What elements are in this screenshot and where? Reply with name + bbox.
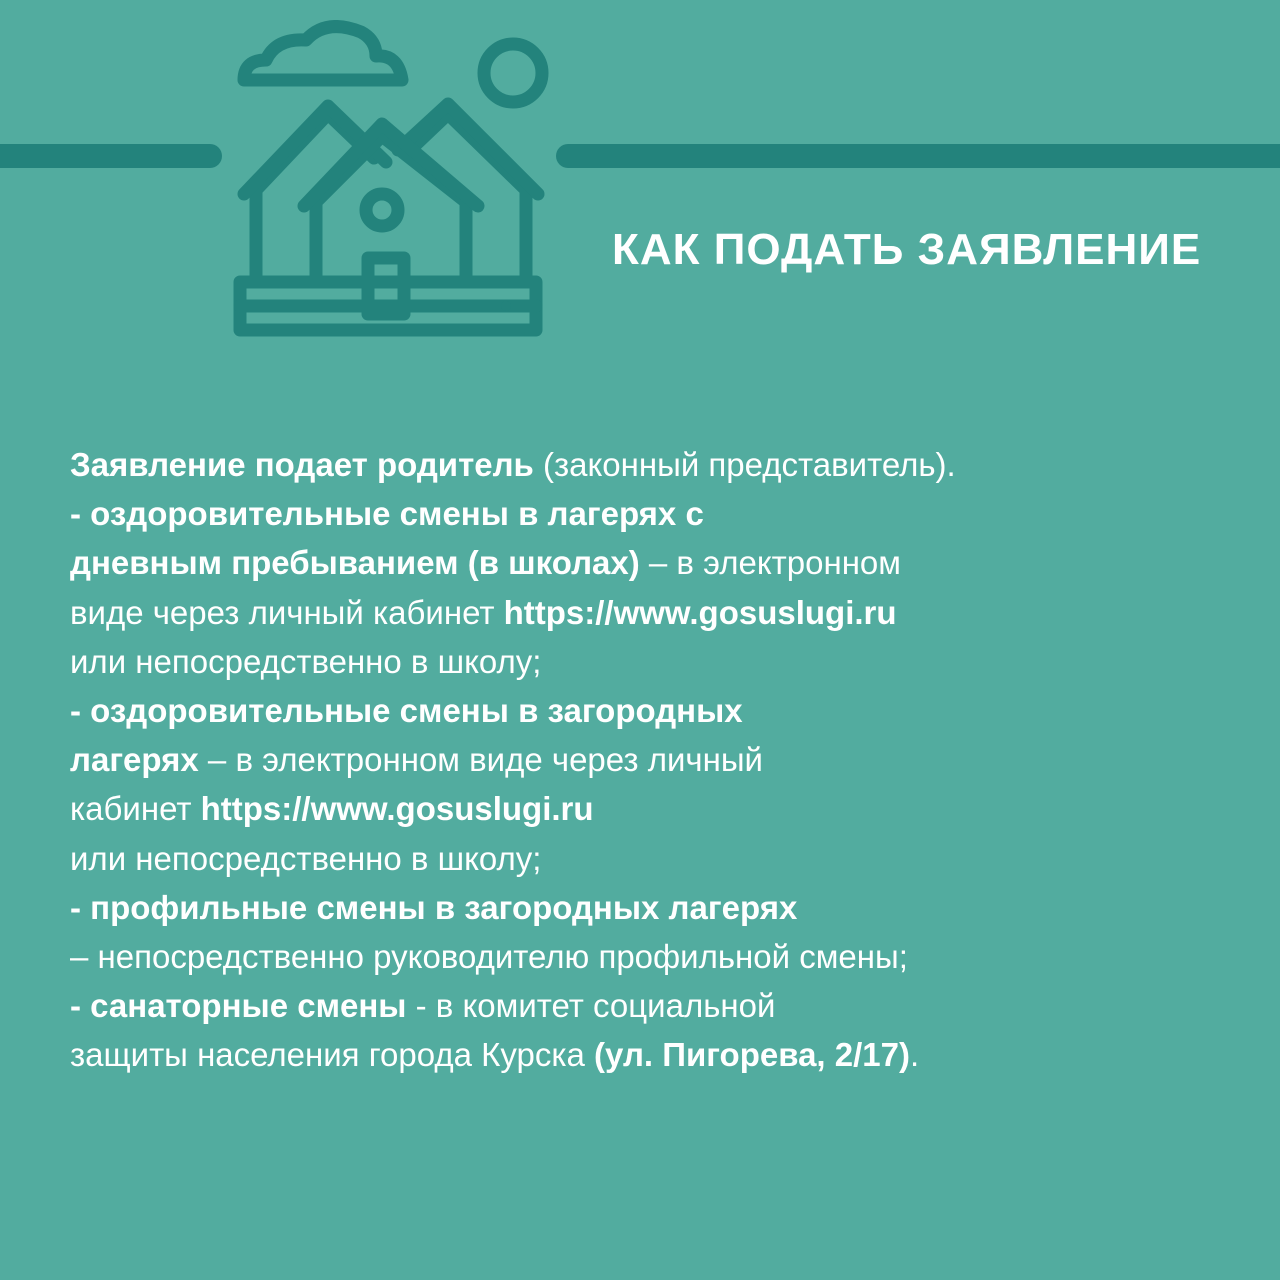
text-line xyxy=(70,784,1250,833)
decorative-rule-right xyxy=(556,144,1280,168)
text-bold: - профильные смены в загородных лагерях xyxy=(70,888,798,926)
text-bold: - оздоровительные смены в лагерях с xyxy=(70,495,704,533)
text-regular: или непосредственно в школу; xyxy=(70,839,542,877)
text-bold: дневным пребыванием (в школах) xyxy=(70,544,640,582)
text-regular: - в комитет социальной xyxy=(406,987,776,1025)
text-line xyxy=(70,440,1250,489)
gosuslugi-url: https://www.gosuslugi.ru xyxy=(503,593,897,631)
text-line xyxy=(70,637,1250,686)
page-title: КАК ПОДАТЬ ЗАЯВЛЕНИЕ xyxy=(612,225,1202,274)
text-regular: защиты населения города Курска xyxy=(70,1036,595,1074)
text-regular: – в электронном виде через личный xyxy=(198,741,763,779)
text-bold: Заявление подает родитель xyxy=(70,446,534,483)
text-regular: кабинет xyxy=(70,790,201,828)
text-regular: виде через личный кабинет xyxy=(70,593,504,631)
text-line xyxy=(70,883,1250,932)
text-line xyxy=(70,1030,1250,1079)
text-line xyxy=(70,735,1250,784)
text-line xyxy=(70,686,1250,735)
text-line xyxy=(70,834,1250,883)
text-regular: (законный представитель). xyxy=(533,446,956,483)
text-regular: – в электронном xyxy=(639,544,901,582)
text-regular: . xyxy=(909,1036,920,1074)
text-bold: - оздоровительные смены в загородных xyxy=(70,691,743,729)
text-line xyxy=(70,588,1250,637)
houses-cloud-sun-icon xyxy=(226,20,556,350)
text-bold: - санаторные смены xyxy=(70,987,407,1025)
text-line xyxy=(70,538,1250,587)
text-bold: лагерях xyxy=(70,741,199,779)
address-text: (ул. Пигорева, 2/17) xyxy=(594,1036,910,1074)
text-regular: – непосредственно руководителю профильной смены; xyxy=(70,937,908,975)
text-line xyxy=(70,489,1250,538)
text-line xyxy=(70,981,1250,1030)
text-regular: или непосредственно в школу; xyxy=(70,642,542,680)
gosuslugi-url: https://www.gosuslugi.ru xyxy=(200,790,594,828)
instructions-text xyxy=(70,440,1250,1079)
decorative-rule-left xyxy=(0,144,222,168)
text-line xyxy=(70,932,1250,981)
